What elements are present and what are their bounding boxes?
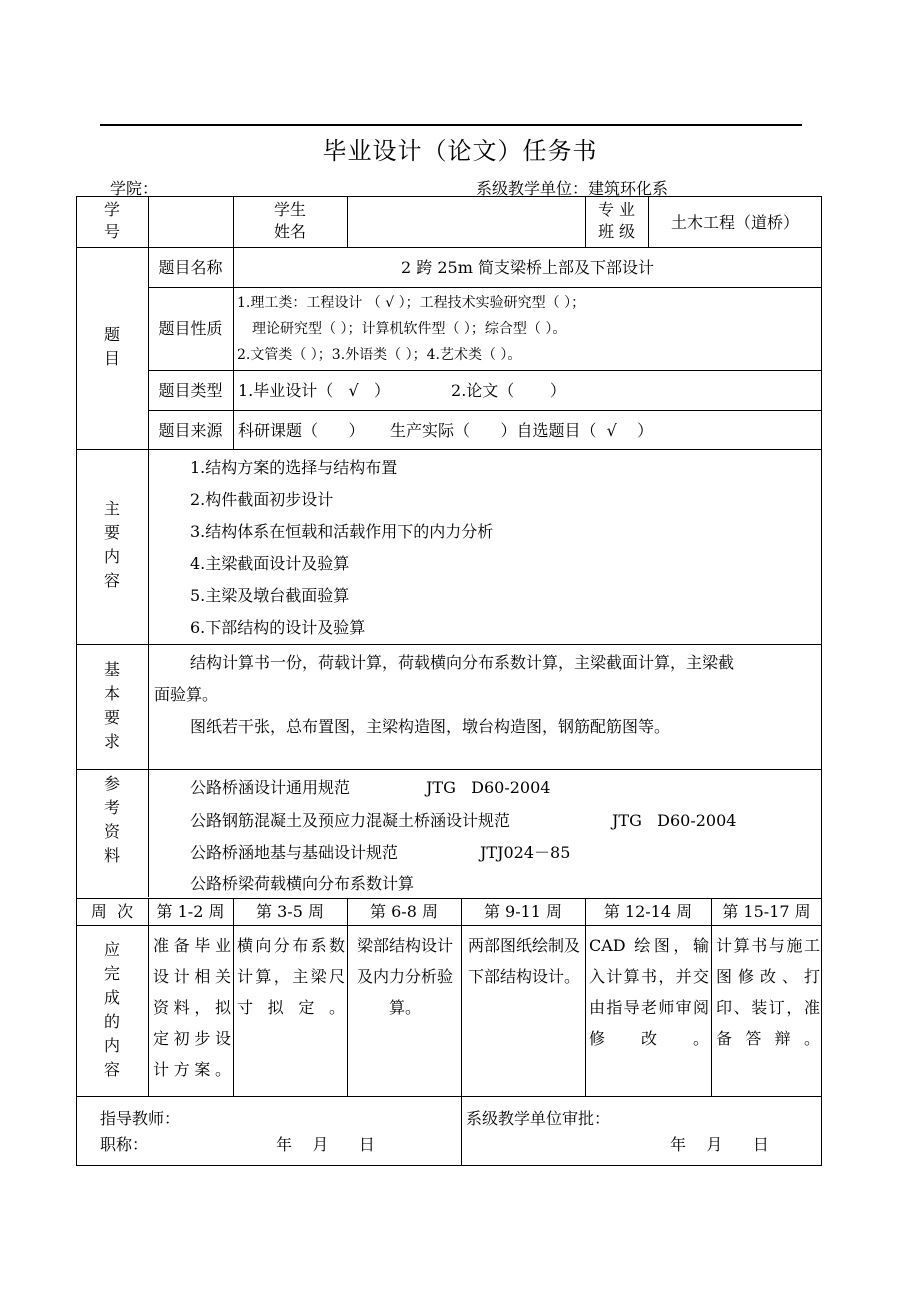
col-divider (585, 898, 586, 1096)
reference-code: JTJ024－85 (480, 843, 571, 862)
row-divider (76, 449, 822, 450)
main-content-item: 1.结构方案的选择与结构布置 (190, 458, 398, 477)
department-label: 系级教学单位：建筑环化系 (476, 179, 669, 198)
schedule-task: 准备毕业设计相关资料，拟定初步设计方案。 (153, 936, 231, 1079)
row-divider (76, 644, 822, 645)
reference-code: JTG D60-2004 (426, 778, 551, 797)
week-header: 第 9-11 周 (483, 902, 563, 921)
date-right: 年 月 日 (670, 1135, 769, 1154)
requirements-label: 基 本 要 求 (103, 660, 120, 751)
document-title: 毕业设计（论文）任务书 (322, 137, 598, 165)
schedule-task: 两部图纸绘制及下部结构设计。 (467, 936, 580, 986)
main-content-label: 主 要 内 容 (103, 499, 120, 590)
reference-name: 公路桥涵地基与基础设计规范 (190, 843, 399, 862)
week-label: 周 次 (90, 902, 134, 921)
topic-nature-label: 题目性质 (158, 319, 223, 338)
col-divider (148, 898, 149, 1096)
col-divider (233, 898, 234, 1096)
reference-name: 公路桥涵设计通用规范 (190, 778, 351, 797)
schedule-task: 横向分布系数计算，主梁尺寸拟定。 (237, 936, 345, 1017)
reference-code: JTG D60-2004 (612, 811, 737, 830)
topic-source-value: 科研课题（ ） 生产实际（ ）自选题目（ √ ） (238, 421, 654, 440)
major-class-label: 专 业 班 级 (597, 200, 636, 241)
main-content-item: 5.主梁及墩台截面验算 (190, 586, 350, 605)
week-header: 第 1-2 周 (156, 902, 225, 921)
student-name-label: 学生 姓名 (273, 200, 306, 241)
topic-section-label: 题 目 (103, 325, 120, 368)
schedule-task: 梁部结构设计及内力分析验算。 (356, 936, 453, 1017)
topic-type-value: 1.毕业设计（ √ ） 2.论文（ ） (238, 381, 566, 400)
col-divider (711, 898, 712, 1096)
major-class-value: 土木工程（道桥） (670, 213, 799, 232)
topic-name-label: 题目名称 (158, 258, 223, 277)
col-divider (148, 196, 149, 897)
requirements-para1-line1: 结构计算书一份，荷载计算，荷载横向分布系数计算，主梁截面计算，主梁截 (190, 653, 735, 672)
col-divider (461, 898, 462, 1166)
row-divider (148, 410, 822, 411)
row-divider (76, 247, 822, 248)
row-divider (76, 1096, 822, 1097)
main-content-list (190, 452, 493, 644)
topic-nature-line-2: 理论研究型（ ）；计算机软件型（ ）；综合型（ ）。 (252, 321, 567, 337)
row-divider (148, 370, 822, 371)
reference-name: 公路钢筋混凝土及预应力混凝土桥涵设计规范 (190, 811, 511, 830)
references-label: 参 考 资 料 (103, 774, 120, 865)
week-header: 第 15-17 周 (722, 902, 811, 921)
main-content-item: 2.构件截面初步设计 (190, 490, 334, 509)
requirements-para1-line2: 面验算。 (154, 685, 219, 704)
main-content-item: 3.结构体系在恒载和活载作用下的内力分析 (190, 522, 494, 541)
requirements-para2: 图纸若干张，总布置图，主梁构造图，墩台构造图，钢筋配筋图等。 (190, 717, 671, 736)
row-divider (76, 769, 822, 770)
topic-name-value: 2 跨 25m 简支梁桥上部及下部设计 (401, 258, 654, 277)
main-content-item: 6.下部结构的设计及验算 (190, 618, 366, 637)
topic-nature-line-3: 2.文管类（ ）；3.外语类（ ）；4.艺术类（ ）。 (237, 347, 522, 363)
title-label: 职称： (100, 1135, 149, 1154)
dept-approval-label: 系级教学单位审批： (466, 1109, 611, 1128)
col-divider (347, 898, 348, 1096)
student-name-field[interactable] (348, 197, 584, 246)
schedule-content-label: 应 完 成 的 内 容 (103, 940, 120, 1079)
reference-name: 公路桥梁荷载横向分布系数计算 (190, 874, 415, 893)
topic-source-label: 题目来源 (158, 421, 223, 440)
row-divider (148, 287, 822, 288)
week-header: 第 3-5 周 (256, 902, 324, 921)
college-label: 学院： (110, 179, 159, 198)
student-id-field[interactable] (149, 197, 232, 246)
advisor-label: 指导教师： (100, 1109, 181, 1128)
date-left: 年 月 日 (276, 1135, 375, 1154)
week-header: 第 12-14 周 (603, 902, 693, 921)
main-content-item: 4.主梁截面设计及验算 (190, 554, 350, 573)
topic-type-label: 题目类型 (158, 381, 223, 400)
student-id-label: 学 号 (103, 200, 120, 241)
topic-nature-line-1: 1.理工类：工程设计 （ √ ）；工程技术实验研究型（ ）； (237, 295, 586, 311)
week-header: 第 6-8 周 (370, 902, 438, 921)
schedule-task: 计算书与施工图修改、打印、装订，准备答辩。 (716, 936, 820, 1048)
schedule-task: CAD 绘图，输入计算书，并交由指导老师审阅修改。 (589, 936, 709, 1048)
top-rule (100, 124, 802, 126)
